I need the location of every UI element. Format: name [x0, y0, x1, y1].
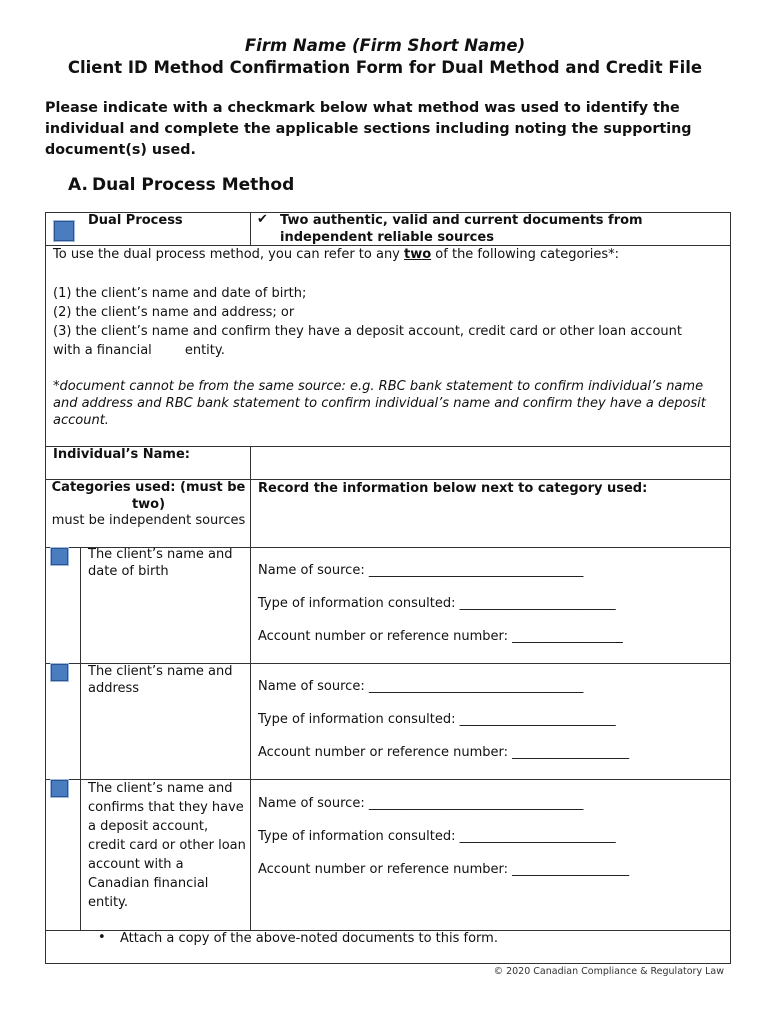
copyright-footer: © 2020 Canadian Compliance & Regulatory Law: [493, 966, 724, 977]
category-3-type-field[interactable]: Type of information consulted: ________________________: [258, 829, 616, 844]
grid-line: [80, 547, 81, 930]
instructions-lead: [53, 246, 723, 264]
section-letter: A.: [68, 175, 88, 195]
firm-name-line: Firm Name (Firm Short Name): [244, 36, 526, 55]
intro-instructions: Please indicate with a checkmark below what method was used to identify the individual and complete the applicable sections including noting the supporting document(s) used.: [45, 100, 692, 158]
category-list-item: (1) the client’s name and date of birth;: [53, 286, 307, 301]
category-2-type-field[interactable]: Type of information consulted: ________________________: [258, 712, 616, 727]
dual-process-requirement: Two authentic, valid and current documents from independent reliable sources: [280, 213, 643, 245]
dual-process-label: Dual Process: [88, 213, 183, 228]
category-2-label: The client’s name and address: [88, 664, 233, 696]
category-3-source-field[interactable]: Name of source: _________________________________: [258, 796, 584, 811]
category-list-item: (3) the client’s name and confirm they have a deposit account, credit card or other loan account: [53, 324, 683, 339]
category-1-checkbox[interactable]: [51, 548, 68, 565]
instructions-lead-before: To use the dual process method, you can refer to any: [53, 247, 405, 262]
category-list-item: (2) the client’s name and address; or: [53, 305, 295, 320]
section-heading: [68, 175, 294, 195]
source-note: *document cannot be from the same source: e.g. RBC bank statement to confirm individual’s name and address and RBC bank statement to confirm individual’s name and confirm they have a deposit account.: [53, 379, 706, 428]
category-2-checkbox[interactable]: [51, 664, 68, 681]
category-1-type-field[interactable]: Type of information consulted: ________________________: [258, 596, 616, 611]
individual-name-field[interactable]: [252, 448, 729, 478]
categories-header-sub: must be independent sources: [51, 513, 246, 528]
categories-header-title: Categories used: (must be two): [51, 480, 246, 512]
form-title: Client ID Method Confirmation Form for Dual Method and Credit File: [67, 58, 703, 77]
check-mark-icon: ✔: [257, 212, 268, 227]
category-3-checkbox[interactable]: [51, 780, 68, 797]
category-1-source-field[interactable]: Name of source: _________________________________: [258, 563, 584, 578]
dual-process-checkbox[interactable]: [54, 221, 74, 241]
categories-header: [47, 480, 250, 530]
grid-line: [250, 547, 251, 930]
category-3-label: The client’s name and confirms that they have a deposit account, credit card or other loan account with a Canadian financial entity.: [88, 781, 246, 910]
instructions-lead-after: of the following categories*:: [431, 247, 620, 262]
category-2-source-field[interactable]: Name of source: _________________________________: [258, 679, 584, 694]
category-list: [53, 284, 725, 360]
section-title: Dual Process Method: [92, 175, 295, 195]
individual-name-label: Individual’s Name:: [53, 447, 190, 462]
instructions-lead-emphasis: two: [404, 247, 432, 262]
category-2-account-field[interactable]: Account number or reference number: __________________: [258, 745, 630, 760]
category-1-account-field[interactable]: Account number or reference number: _________________̲: [258, 629, 623, 644]
category-3-account-field[interactable]: Account number or reference number: __________________: [258, 862, 630, 877]
grid-line: [250, 446, 251, 547]
category-1-label: The client’s name and date of birth: [88, 547, 233, 579]
attach-note: Attach a copy of the above-noted documents to this form.: [120, 931, 498, 946]
record-header: Record the information below next to category used:: [258, 481, 648, 496]
category-list-item: with a financial entity.: [53, 343, 225, 358]
grid-line: [250, 212, 251, 245]
bullet-icon: •: [98, 930, 106, 945]
